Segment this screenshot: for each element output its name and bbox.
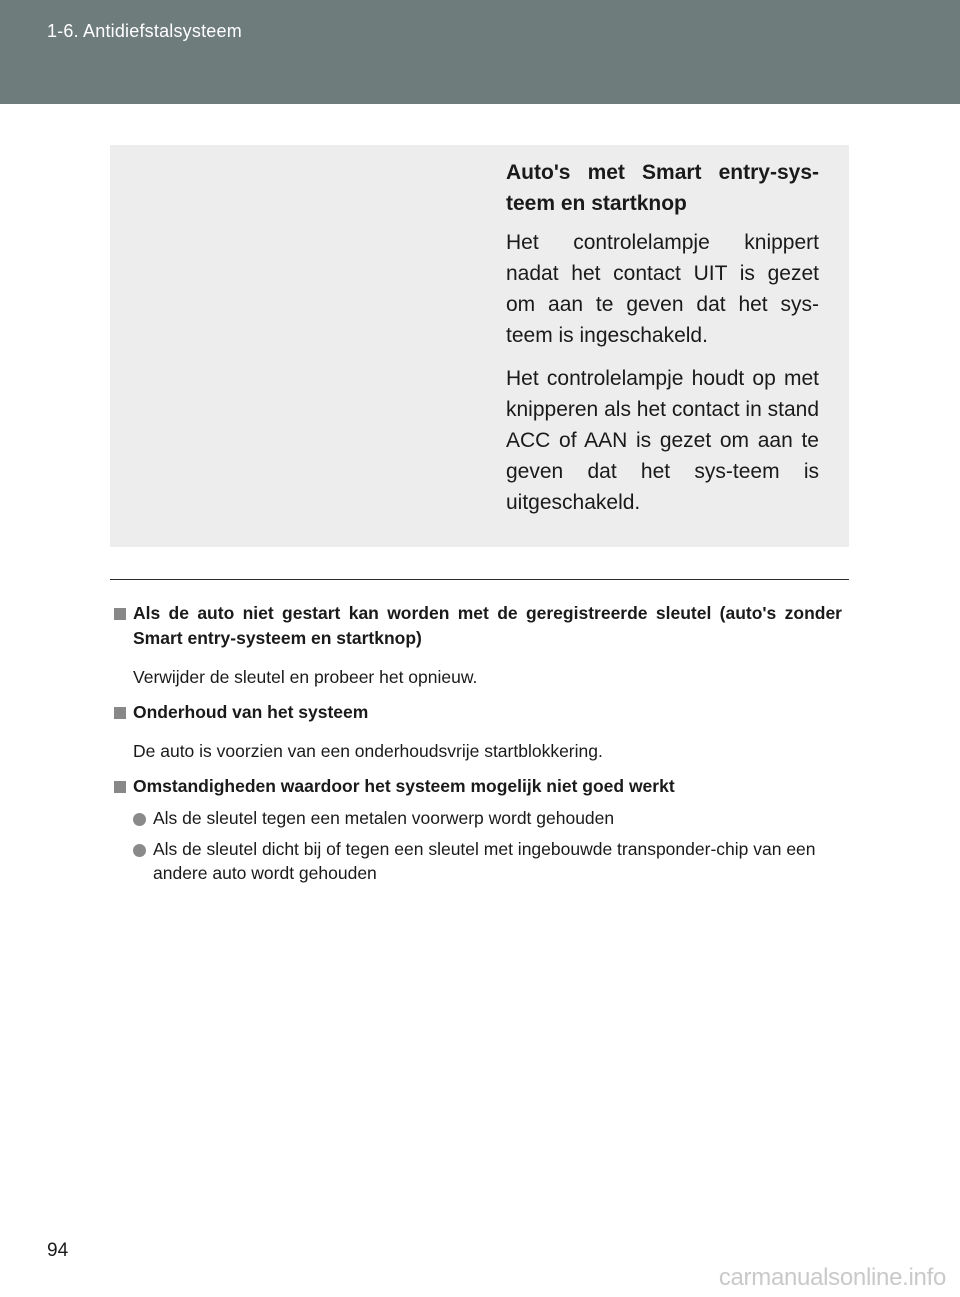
page-number: 94 (47, 1240, 69, 1261)
section-divider (110, 579, 849, 580)
note-heading-text: Onderhoud van het systeem (133, 702, 369, 722)
info-box-heading: Auto's met Smart entry-sys-teem en startknop (506, 161, 819, 215)
header-bar (0, 0, 960, 104)
info-box (110, 145, 849, 547)
square-bullet-icon (114, 608, 126, 620)
bullet-text: Als de sleutel tegen een metalen voorwerp wordt gehouden (153, 808, 615, 828)
bullet-item-2 (133, 840, 842, 885)
note-heading-3 (112, 777, 842, 799)
section-title: 1-6. Antidiefstalsysteem (47, 21, 242, 41)
bullet-text: Als de sleutel dicht bij of tegen een sleutel met ingebouwde transponder-chip van een andere auto wordt gehouden (153, 839, 816, 883)
watermark: carmanualsonline.info (718, 1264, 946, 1291)
note-heading-2 (112, 703, 842, 725)
circle-bullet-icon (133, 844, 146, 857)
note-heading-1 (112, 604, 842, 651)
note-heading-text: Omstandigheden waardoor het systeem mogelijk niet goed werkt (133, 776, 675, 796)
note-body-2: De auto is voorzien van een onderhoudsvrije startblokkering. (133, 741, 603, 761)
note-heading-text: Als de auto niet gestart kan worden met de geregistreerde sleutel (auto's zonder Smart entry-systeem en startknop) (133, 603, 842, 648)
bullet-item-1 (133, 809, 842, 830)
note-body-1: Verwijder de sleutel en probeer het opnieuw. (133, 667, 478, 687)
info-box-paragraph-1: Het controlelampje knippert nadat het contact UIT is gezet om aan te geven dat het sys-teem is ingeschakeld. (506, 231, 819, 347)
square-bullet-icon (114, 707, 126, 719)
circle-bullet-icon (133, 813, 146, 826)
square-bullet-icon (114, 781, 126, 793)
info-box-text (506, 157, 819, 530)
info-box-paragraph-2: Het controlelampje houdt op met knipperen als het contact in stand ACC of AAN is gezet om aan te geven dat het sys-teem is uitgeschakeld. (506, 367, 819, 514)
notes-section (112, 604, 842, 885)
